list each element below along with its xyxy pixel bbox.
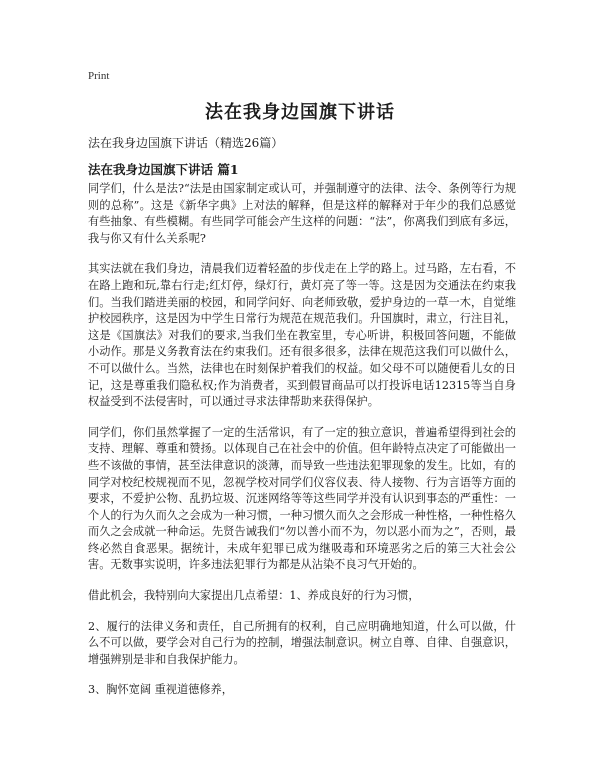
paragraph-1: 同学们，什么是法?“法是由国家制定或认可，并强制遵守的法律、法令、条例等行为规则的总称”。这是《新华字典》上对法的解释，但是这样的解释对于年少的我们总感觉有些抽象、有些模糊。有些同学可能会产生这样的问题：“法”，你离我们到底有多远，我与你又有什么关系呢?	[88, 182, 516, 245]
print-label: Print	[88, 70, 110, 82]
paragraph-2: 其实法就在我们身边，清晨我们迈着轻盈的步伐走在上学的路上。过马路，左右看，不在路上跑和玩,靠右行走;红灯停，绿灯行，黄灯亮了等一等。这是因为交通法在约束我们。当我们踏进美丽的校园，和同学问好、向老师致敬，爱护身边的一草一木，自觉维护校园秩序，这是因为中学生日常行为规范在规范我们。升国旗时，肃立，行注目礼，这是《国旗法》对我们的要求,当我们坐在教室里，专心听讲，积极回答问题，不能做小动作。那是义务教育法在约束我们。还有很多很多，法律在规范这我们可以做什么，不可以做什么。当然，法律也在时刻保护着我们的权益。如父母不可以随便看儿女的日记，这是尊重我们隐私权;作为消费者，买到假冒商品可以打投诉电话12315等当自身权益受到不法侵害时，可以通过寻求法律帮助来获得保护。	[88, 262, 516, 409]
paragraph-3: 同学们，你们虽然掌握了一定的生活常识，有了一定的独立意识，普遍希望得到社会的支持、理解、尊重和赞扬。以体现自己在社会中的价值。但年龄特点决定了可能做出一些不该做的事情，甚至法律意识的淡薄，而导致一些违法犯罪现象的发生。比如，有的同学对校纪校规视而不见，忽视学校对同学们仪容仪表、待人接物、行为言语等方面的要求，不爱护公物、乱扔垃圾、沉迷网络等等这些同学并没有认识到事态的严重性：一个人的行为久而久之会成为一种习惯，一种习惯久而久之会形成一种性格，一种性格久而久之会成就一种命运。先贤告诫我们“勿以善小而不为，勿以恶小而为之”，否则，最终必然自食恶果。据统计，未成年犯罪已成为继吸毒和环境恶劣之后的第三大社会公害。无数事实说明，许多违法犯罪行为都是从沾染不良习气开始的。	[88, 425, 516, 572]
document-subtitle: 法在我身边国旗下讲话（精选26篇）	[88, 136, 284, 150]
document-title: 法在我身边国旗下讲话	[205, 102, 395, 123]
paragraph-5: 2、履行的法律义务和责任，自己所拥有的权利，自己应明确地知道，什么可以做，什么不可以做，要学会对自己行为的控制，增强法制意识。树立自尊、自律、自强意识，增强辨别是非和自我保护能力。	[88, 619, 516, 666]
paragraph-4: 借此机会，我特别向大家提出几点希望：1、养成良好的行为习惯，	[88, 589, 420, 603]
section-heading: 法在我身边国旗下讲话 篇1	[88, 162, 239, 177]
document-body	[88, 181, 516, 713]
paragraph-6: 3、胸怀宽阔 重视道德修养，	[88, 683, 233, 697]
